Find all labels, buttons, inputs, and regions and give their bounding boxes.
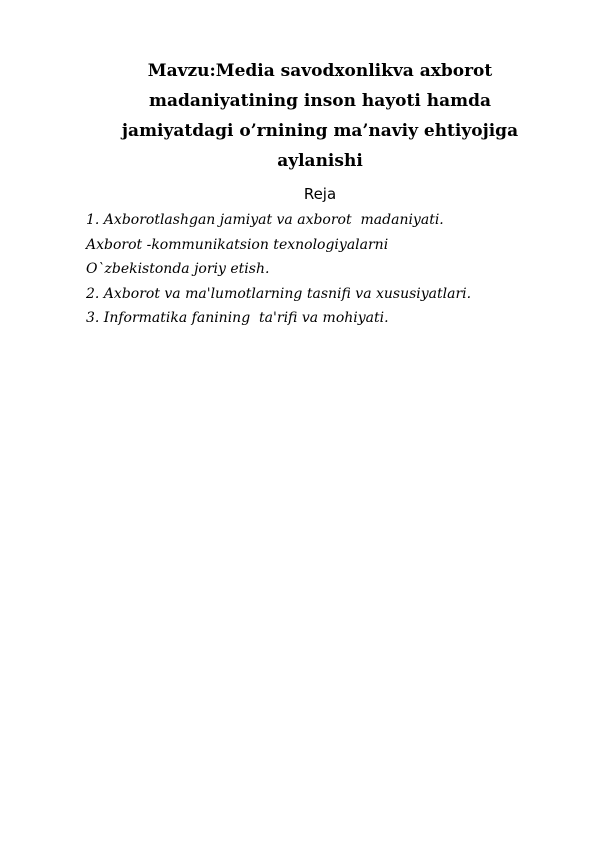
plan-item: Axborot -kommunikatsion texnologiyalarni — [86, 236, 389, 253]
plan-item: 3. Informatika fanining ta'rifi va mohiyati. — [86, 310, 389, 326]
document-title — [100, 56, 540, 176]
title-line: jamiyatdagi o’rnining ma’naviy ehtiyojiga — [121, 121, 519, 141]
plan-item: 1. Axborotlashgan jamiyat va axborot madaniyati. — [86, 212, 444, 228]
title-line: aylanishi — [277, 151, 363, 171]
title-line: madaniyatining inson hayoti hamda — [148, 91, 491, 111]
plan-list — [86, 208, 471, 331]
plan-heading: Reja — [303, 185, 337, 203]
plan-item: O`zbekistonda joriy etish. — [86, 261, 270, 277]
plan-item: 2. Axborot va ma'lumotlarning tasnifi va xususiyatlari. — [86, 285, 472, 302]
title-line: Mavzu:Media savodxonlikva axborot — [147, 61, 493, 81]
